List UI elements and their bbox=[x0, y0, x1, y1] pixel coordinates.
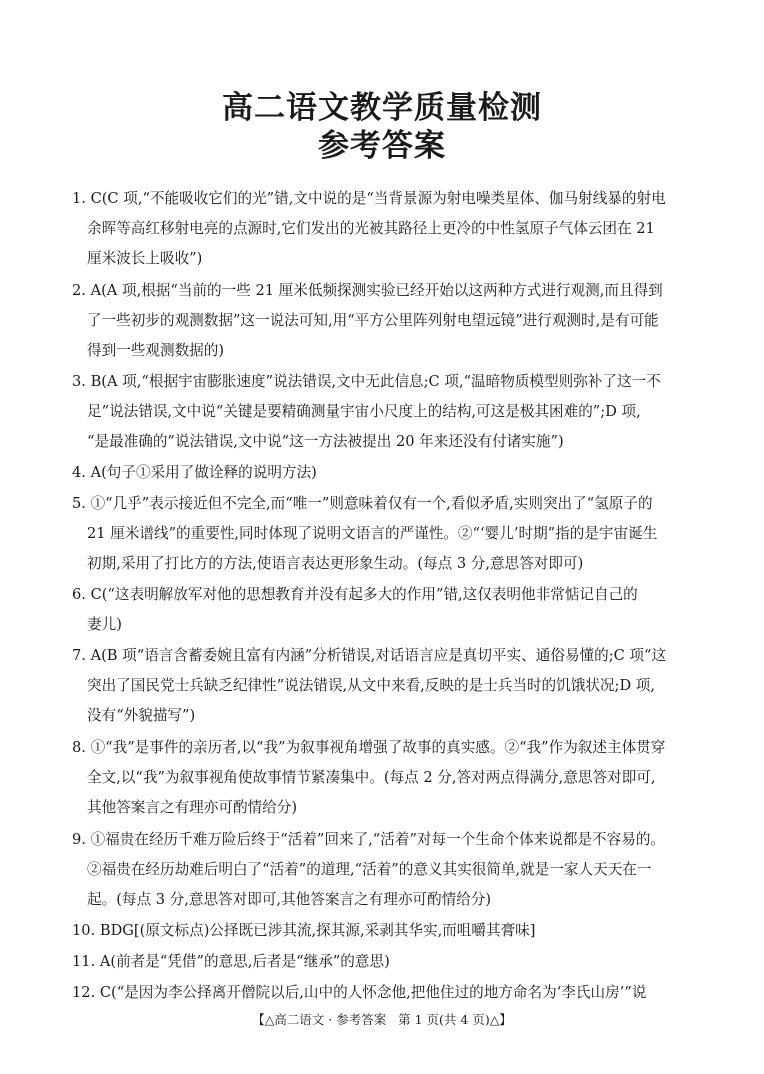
answer-line: 没有“外貌描写”) bbox=[87, 707, 196, 724]
answer-line: 4. A(句子①采用了做诠释的说明方法) bbox=[72, 464, 317, 481]
answer-item bbox=[72, 276, 696, 366]
answer-line: 7. A(B 项“语言含蓄委婉且富有内涵”分析错误,对话语言应是真切平实、通俗易懂的;C 项“这 bbox=[72, 647, 667, 664]
answer-line: 全文,以“我”为叙事视角使故事情节紧凑集中。(每点 2 分,答对两点得满分,意思答对即可, bbox=[87, 769, 656, 786]
answer-line: 厘米波长上吸收”) bbox=[87, 250, 203, 267]
page-subtitle: 参考答案 bbox=[318, 128, 446, 164]
answer-item bbox=[72, 580, 696, 640]
answer-line: 8. ①“我”是事件的亲历者,以“我”为叙事视角增强了故事的真实感。②“我”作为叙述主体贯穿 bbox=[72, 739, 666, 756]
answer-line: 1. C(C 项,“不能吸收它们的光”错,文中说的是“当背景源为射电噪类星体、伽马射线暴的射电 bbox=[72, 190, 666, 207]
answer-item bbox=[72, 916, 696, 946]
answer-item bbox=[72, 489, 696, 579]
answer-line: 10. BDG[(原文标点)公择既已涉其流,探其源,采剥其华实,而咀嚼其膏味] bbox=[72, 922, 536, 939]
answer-line: 起。(每点 3 分,意思答对即可,其他答案言之有理亦可酌情给分) bbox=[87, 891, 492, 908]
answer-line: 5. ①“几乎”表示接近但不完全,而“唯一”则意味着仅有一个,看似矛盾,实则突出了“氢原子的 bbox=[72, 495, 653, 512]
answer-item bbox=[72, 733, 696, 823]
answer-line: 其他答案言之有理亦可酌情给分) bbox=[87, 799, 298, 816]
answer-line: 11. A(前者是“凭借”的意思,后者是“继承”的意思) bbox=[72, 953, 390, 970]
answer-line: 了一些初步的观测数据”这一说法可知,用“平方公里阵列射电望远镜”进行观测时,是有可能 bbox=[87, 312, 659, 329]
page-title: 高二语文教学质量检测 bbox=[222, 90, 542, 126]
answer-item bbox=[72, 367, 696, 457]
answer-line: 9. ①福贵在经历千难万险后终于“活着”回来了,“活着”对每一个生命个体来说都是不容易的。 bbox=[72, 831, 666, 848]
answer-line: 妻儿) bbox=[87, 616, 122, 633]
answer-line: ②福贵在经历劫难后明白了“活着”的道理,“活着”的意义其实很简单,就是一家人天天在一 bbox=[87, 861, 652, 878]
answer-item bbox=[72, 825, 696, 915]
answer-item bbox=[72, 184, 696, 274]
answer-line: 余晖等高红移射电亮的点源时,它们发出的光被其路径上更冷的中性氢原子气体云团在 21 bbox=[87, 220, 655, 237]
page-footer: 【△高二语文 · 参考答案 第 1 页(共 4 页)△】 bbox=[252, 1012, 512, 1027]
answer-line: 初期,采用了打比方的方法,使语言表达更形象生动。(每点 3 分,意思答对即可) bbox=[87, 555, 584, 572]
answer-item bbox=[72, 978, 696, 1008]
answer-line: 突出了国民党士兵缺乏纪律性”说法错误,从文中来看,反映的是士兵当时的饥饿状况;D 项, bbox=[87, 677, 656, 694]
answer-line: 12. C(“是因为李公择离开僧院以后,山中的人怀念他,把他住过的地方命名为‘李氏山房’”说 bbox=[72, 984, 647, 1001]
answer-item bbox=[72, 458, 696, 488]
answer-line: “是最准确的”说法错误,文中说“这一方法被提出 20 年来还没有付诸实施”) bbox=[87, 433, 564, 450]
answer-line: 2. A(A 项,根据“当前的一些 21 厘米低频探测实验已经开始以这两种方式进行观测,而且得到 bbox=[72, 282, 663, 299]
answer-line: 3. B(A 项,“根据宇宙膨胀速度”说法错误,文中无此信息;C 项,“温暗物质模型则弥补了这一不 bbox=[72, 373, 661, 390]
answer-item bbox=[72, 947, 696, 977]
answer-line: 得到一些观测数据的) bbox=[87, 342, 225, 359]
answer-line: 21 厘米谱线”的重要性,同时体现了说明文语言的严谨性。②“‘婴儿’时期”指的是宇宙诞生 bbox=[87, 525, 658, 542]
answer-line: 足”说法错误,文中说“关键是要精确测量宇宙小尺度上的结构,可这是极其困难的”;D 项, bbox=[87, 403, 641, 420]
answer-item bbox=[72, 641, 696, 731]
answer-line: 6. C(“这表明解放军对他的思想教育并没有起多大的作用”错,这仅表明他非常惦记自己的 bbox=[72, 586, 638, 603]
